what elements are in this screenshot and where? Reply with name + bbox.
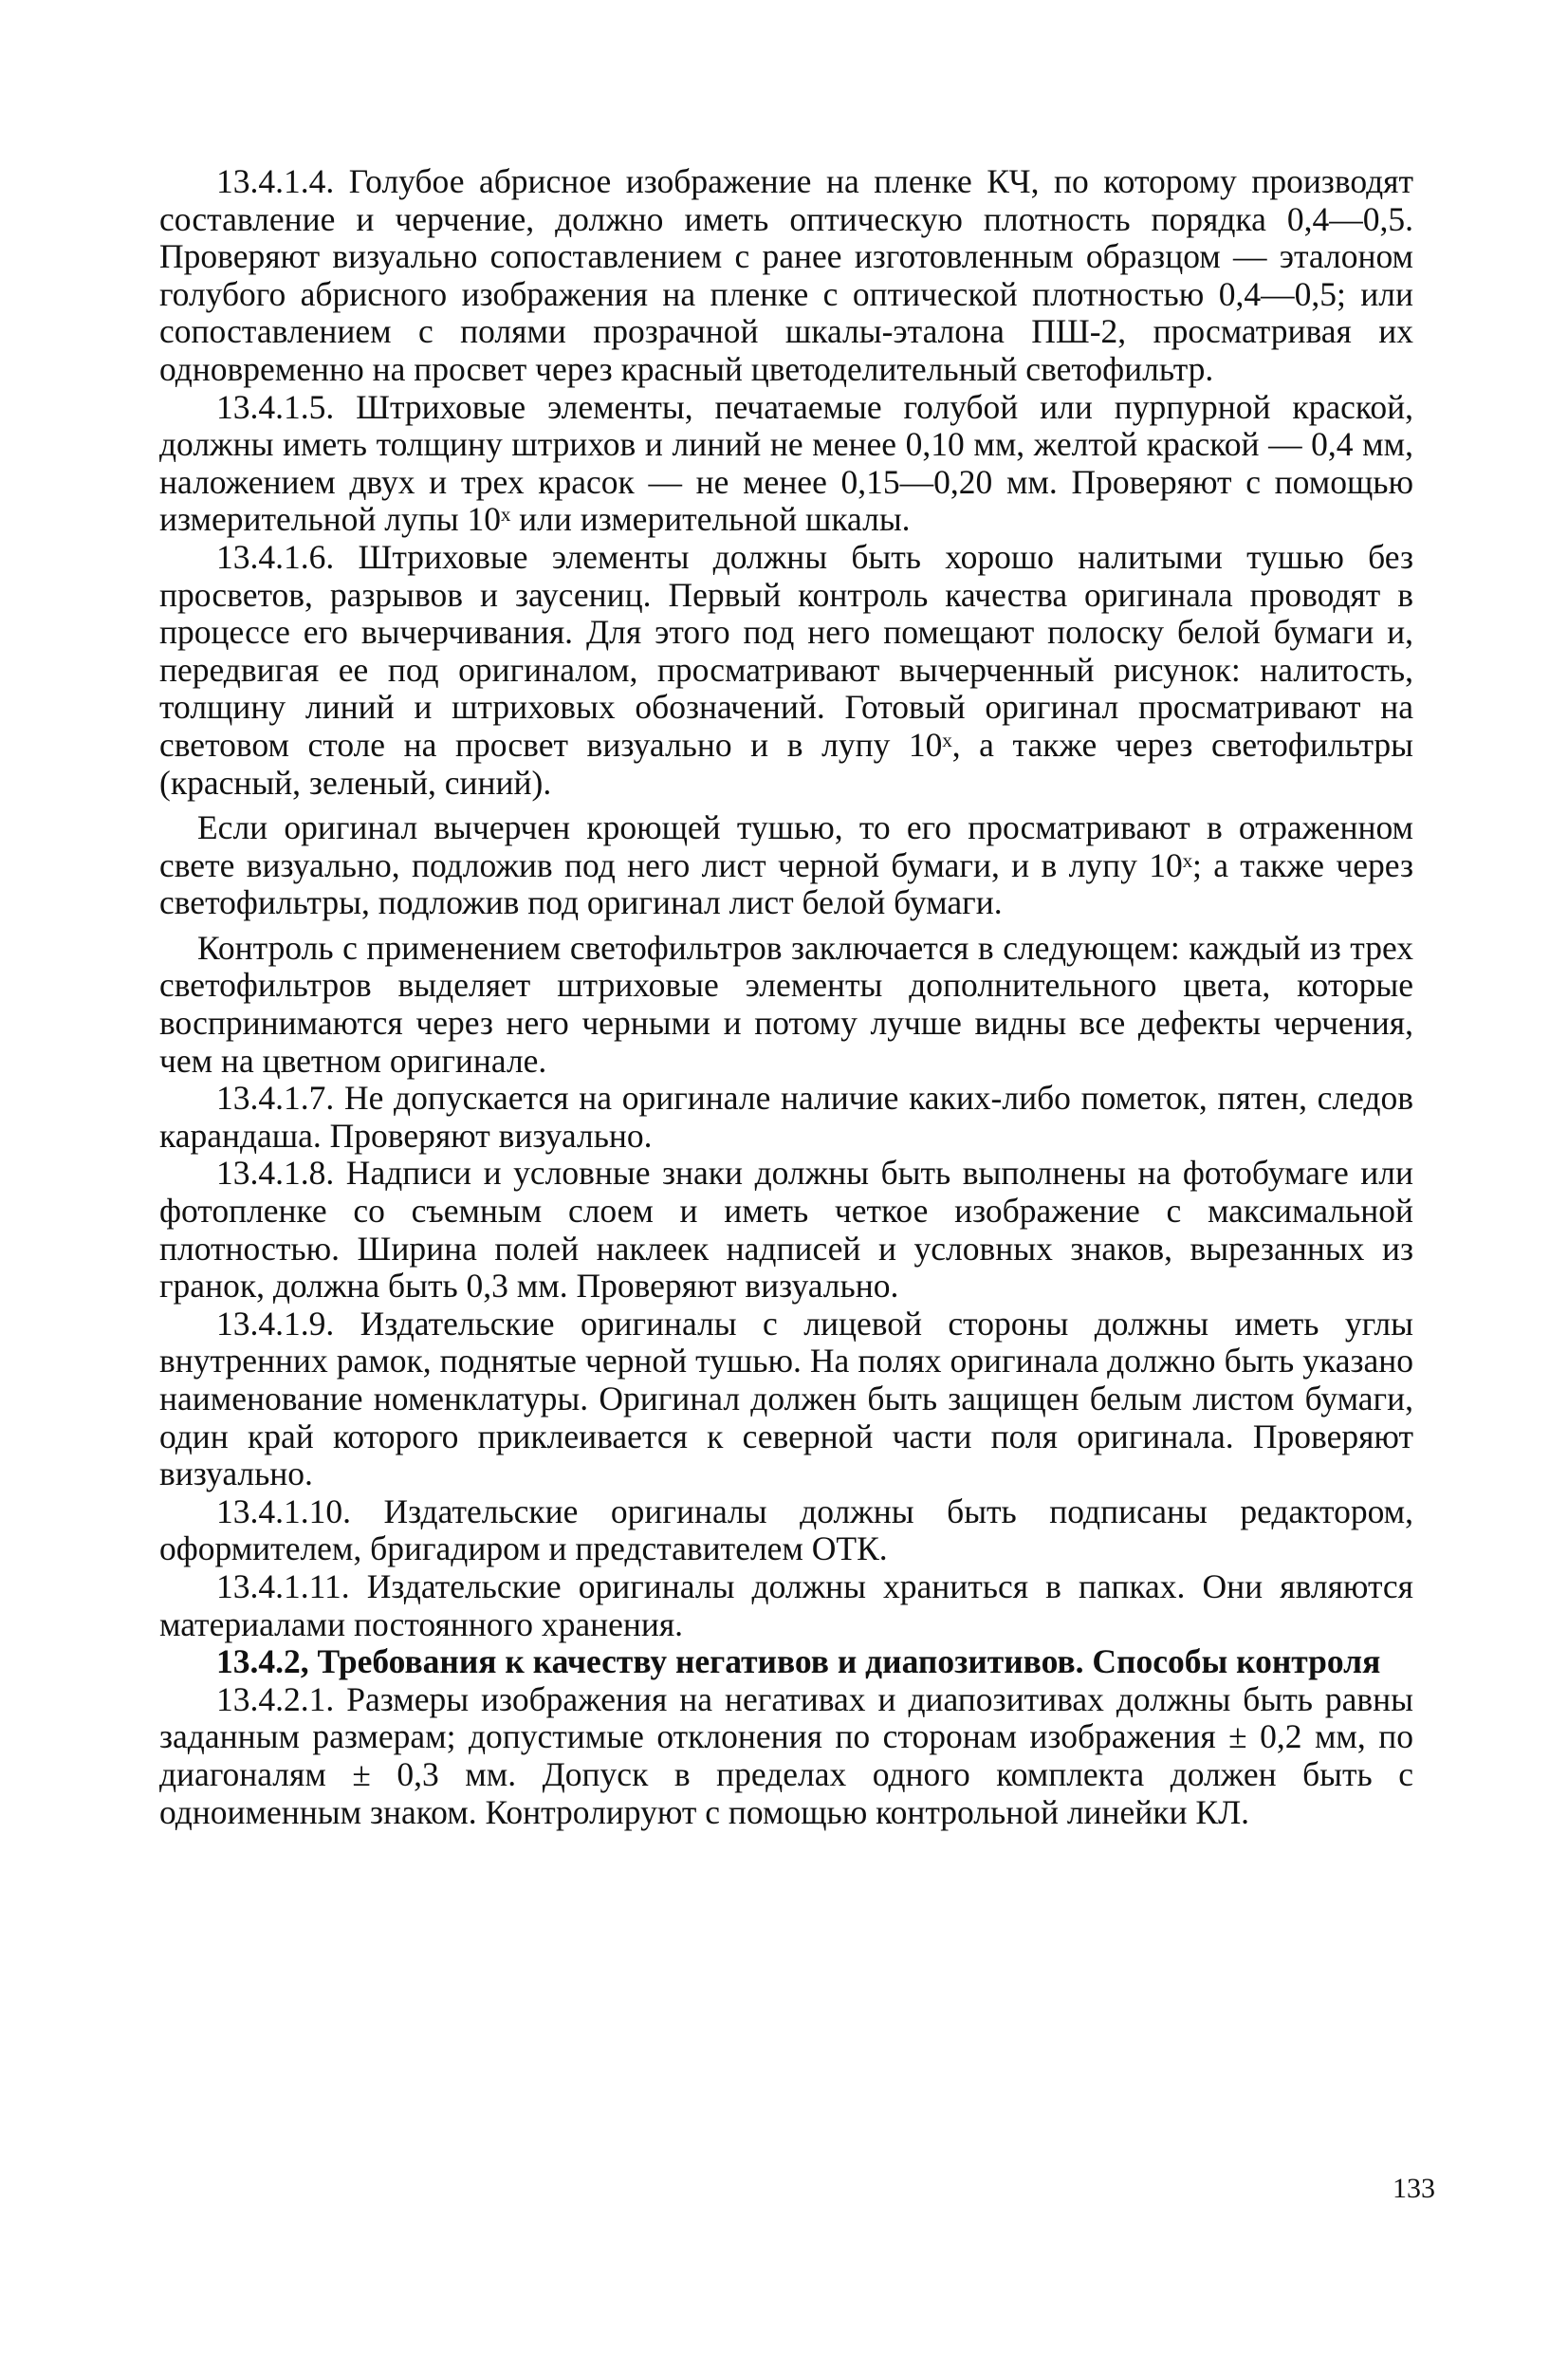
paragraph-13-4-2-1: 13.4.2.1. Размеры изображения на негативах и диапозитивах должны быть равны заданным размерам; допустимые отклонения по сторонам изображения ± 0,2 мм, по диагоналям ± 0,3 мм. Допуск в пределах одного комплекта должен быть с одноименным знаком. Контролируют с помощью контрольной линейки КЛ. <box>159 1679 1413 1831</box>
paragraph-13-4-1-4: 13.4.1.4. Голубое абрисное изображение на пленке КЧ, по которому производят составление и черчение, должно иметь оптическую плотность порядка 0,4—0,5. Проверяют визуально сопоставлением с ранее изготовленным образцом — эталоном голубого абрисного изображения на пленке с оптической плотностью 0,4—0,5; или сопоставлением с полями прозрачной шкалы-эталона ПШ-2, просматривая их одновременно на просвет через красный цветоделительный светофильтр. <box>159 162 1413 388</box>
page-text <box>159 163 1413 1831</box>
paragraph-13-4-1-8: 13.4.1.8. Надписи и условные знаки должны быть выполнены на фотобумаге или фотопленке со съемным слоем и иметь четкое изображение с максимальной плотностью. Ширина полей наклеек надписей и условных знаков, вырезанных из гранок, должна быть 0,3 мм. Проверяют визуально. <box>159 1154 1413 1306</box>
paragraph-13-4-1-6: 13.4.1.6. Штриховые элементы должны быть хорошо налитыми тушью без просветов, разрывов и заусениц. Первый контроль качества оригинала проводят в процессе его вычерчивания. Для этого под него помещают полоску белой бумаги и, передвигая ее под оригиналом, просматривают вычерченный рисунок: налитость, толщину линий и штриховых обозначений. Готовый оригинал просматривают на световом столе на просвет визуально и в лупу 10ˣ, а также через светофильтры (красный, зеленый, синий). <box>159 537 1413 802</box>
paragraph-13-4-1-5: 13.4.1.5. Штриховые элементы, печатаемые голубой или пурпурной краской, должны иметь толщину штрихов и линий не менее 0,10 мм, желтой краской — 0,4 мм, наложением двух и трех красок — не менее 0,15—0,20 мм. Проверяют с помощью измерительной лупы 10ˣ или измерительной шкалы. <box>159 387 1413 539</box>
paragraph-filter-control: Контроль с применением светофильтров заключается в следующем: каждый из трех светофильтров выделяет штриховые элементы дополнительного цвета, которые воспринимаются через него черными и потому лучше видны все дефекты черчения, чем на цветном оригинале. <box>159 928 1413 1080</box>
page-number: 133 <box>1393 2173 1435 2204</box>
paragraph-13-4-1-9: 13.4.1.9. Издательские оригиналы с лицевой стороны должны иметь углы внутренних рамок, поднятые черной тушью. На полях оригинала должно быть указано наименование номенклатуры. Оригинал должен быть защищен белым листом бумаги, один край которого приклеивается к северной части поля оригинала. Проверяют визуально. <box>159 1304 1413 1493</box>
section-heading-13-4-2: 13.4.2, Требования к качеству негативов и диапозитивов. Способы контроля <box>216 1642 1381 1681</box>
paragraph-13-4-1-11: 13.4.1.11. Издательские оригиналы должны храниться в папках. Они являются материалами постоянного хранения. <box>159 1566 1413 1643</box>
paragraph-13-4-1-7: 13.4.1.7. Не допускается на оригинале наличие каких-либо пометок, пятен, следов карандаша. Проверяют визуально. <box>159 1079 1413 1155</box>
paragraph-13-4-1-10: 13.4.1.10. Издательские оригиналы должны быть подписаны редактором, оформителем, бригадиром и представителем ОТК. <box>159 1491 1413 1568</box>
paragraph-opaque-ink: Если оригинал вычерчен кроющей тушью, то его просматривают в отраженном свете визуально, подложив под него лист черной бумаги, и в лупу 10ˣ; а также через светофильтры, подложив под оригинал лист белой бумаги. <box>159 808 1413 922</box>
